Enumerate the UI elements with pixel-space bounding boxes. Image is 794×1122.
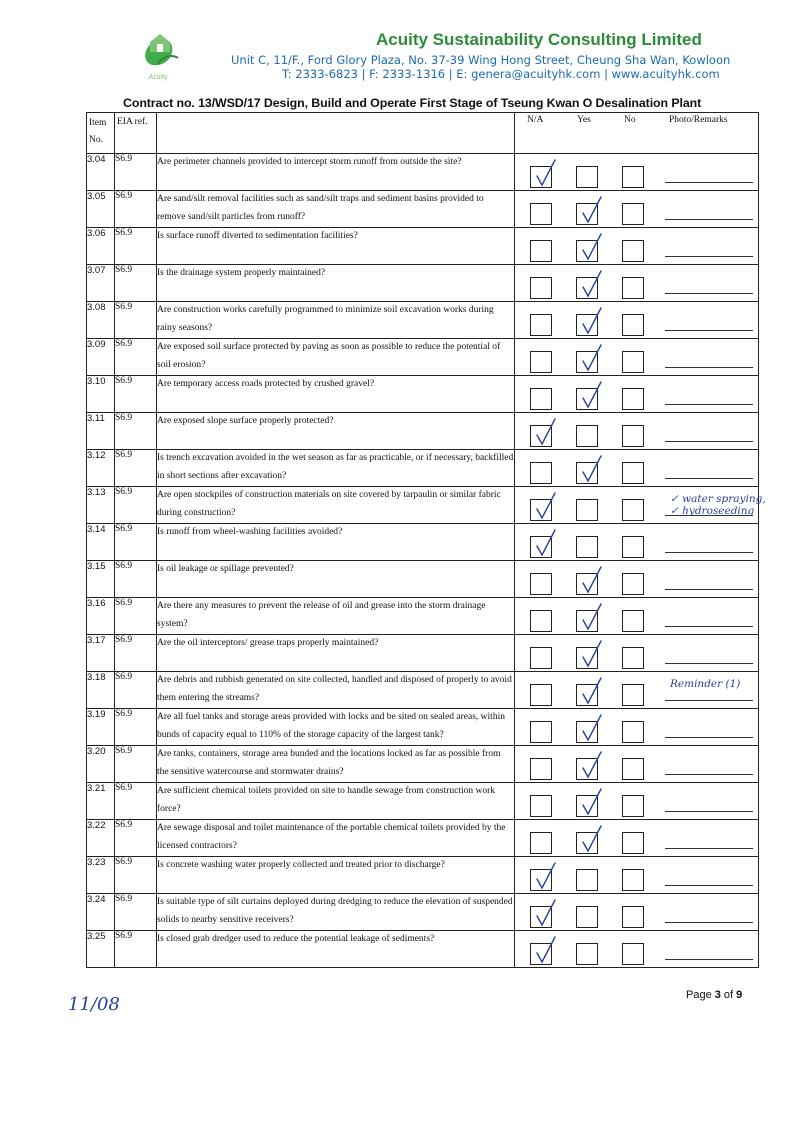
- na-checkbox[interactable]: [530, 795, 552, 817]
- item-number: 3.19: [87, 709, 115, 746]
- question-text: Are construction works carefully programmed to minimize soil excavation works during rainy seasons?: [157, 302, 515, 339]
- table-header-row: [87, 113, 759, 154]
- checkmark-icon: [577, 750, 605, 782]
- question-text: Are sand/silt removal facilities such as sand/silt traps and sediment basins provided to remove sand/silt particles from runoff?: [157, 191, 515, 228]
- question-text: Are tanks, containers, storage area bunded and the locations locked as far as possible from the sensitive watercourse and stormwater drains?: [157, 746, 515, 783]
- answer-options: [515, 783, 759, 820]
- no-checkbox[interactable]: [622, 906, 644, 928]
- question-text: Are sufficient chemical toilets provided on site to handle sewage from construction work force?: [157, 783, 515, 820]
- eia-ref: S6.9: [115, 265, 157, 302]
- checkmark-icon: [577, 713, 605, 745]
- remarks-line[interactable]: [665, 293, 753, 294]
- item-number: 3.06: [87, 228, 115, 265]
- no-checkbox[interactable]: [622, 758, 644, 780]
- na-checkbox[interactable]: [530, 647, 552, 669]
- table-row: [87, 154, 759, 191]
- item-number: 3.16: [87, 598, 115, 635]
- checkmark-icon: [577, 380, 605, 412]
- remarks-line[interactable]: [665, 552, 753, 553]
- remarks-line[interactable]: [665, 700, 753, 701]
- checkmark-icon: [577, 565, 605, 597]
- item-number: 3.09: [87, 339, 115, 376]
- checkmark-icon: [577, 343, 605, 375]
- eia-ref: S6.9: [115, 672, 157, 709]
- no-checkbox[interactable]: [622, 721, 644, 743]
- yes-checkbox[interactable]: [576, 425, 598, 447]
- question-text: Is concrete washing water properly collected and treated prior to discharge?: [157, 857, 515, 894]
- checkmark-icon: [531, 861, 559, 893]
- answer-options: [515, 894, 759, 931]
- item-number: 3.05: [87, 191, 115, 228]
- question-header: [157, 113, 515, 154]
- item-number: 3.22: [87, 820, 115, 857]
- table-row: [87, 598, 759, 635]
- eia-ref-header: EIA ref.: [115, 113, 157, 154]
- eia-ref: S6.9: [115, 191, 157, 228]
- na-checkbox[interactable]: [530, 758, 552, 780]
- answer-options: [515, 487, 766, 524]
- eia-ref: S6.9: [115, 524, 157, 561]
- eia-ref: S6.9: [115, 376, 157, 413]
- question-text: Is the drainage system properly maintained?: [157, 265, 515, 302]
- item-number: 3.07: [87, 265, 115, 302]
- answer-options: [515, 820, 759, 857]
- table-row: [87, 339, 759, 376]
- remarks-line[interactable]: [665, 330, 753, 331]
- no-checkbox[interactable]: [622, 684, 644, 706]
- no-checkbox[interactable]: [622, 314, 644, 336]
- checkmark-icon: [577, 269, 605, 301]
- eia-ref: S6.9: [115, 487, 157, 524]
- checkmark-icon: [577, 639, 605, 671]
- question-text: Is oil leakage or spillage prevented?: [157, 561, 515, 598]
- eia-ref: S6.9: [115, 450, 157, 487]
- remarks-line[interactable]: [665, 848, 753, 849]
- eia-ref: S6.9: [115, 413, 157, 450]
- question-text: Are perimeter channels provided to intercept storm runoff from outside the site?: [157, 154, 515, 191]
- eia-ref: S6.9: [115, 154, 157, 191]
- checkmark-icon: [531, 898, 559, 930]
- page-number: Page 3 of 9: [686, 989, 743, 1001]
- eia-ref: S6.9: [115, 635, 157, 672]
- remarks-line[interactable]: [665, 811, 753, 812]
- no-checkbox[interactable]: [622, 943, 644, 965]
- yes-header: Yes: [577, 115, 591, 125]
- question-text: Are there any measures to prevent the release of oil and grease into the storm drainage system?: [157, 598, 515, 635]
- remarks-line[interactable]: [665, 441, 753, 442]
- checkmark-icon: [531, 935, 559, 967]
- eia-ref: S6.9: [115, 894, 157, 931]
- no-checkbox[interactable]: [622, 869, 644, 891]
- na-checkbox[interactable]: [530, 314, 552, 336]
- options-header: [515, 113, 759, 154]
- yes-checkbox[interactable]: [576, 943, 598, 965]
- eia-ref: S6.9: [115, 820, 157, 857]
- remarks-header: Photo/Remarks: [669, 115, 728, 125]
- remarks-line[interactable]: [665, 626, 753, 627]
- eia-ref: S6.9: [115, 931, 157, 968]
- item-number: 3.25: [87, 931, 115, 968]
- table-row: [87, 413, 759, 450]
- checkmark-icon: [577, 787, 605, 819]
- checkmark-icon: [577, 195, 605, 227]
- table-row: [87, 672, 759, 709]
- item-number: 3.12: [87, 450, 115, 487]
- question-text: Are debris and rubbish generated on site collected, handled and disposed of properly to avoid them entering the streams?: [157, 672, 515, 709]
- no-checkbox[interactable]: [622, 832, 644, 854]
- question-text: Is suitable type of silt curtains deployed during dredging to reduce the elevation of suspended solids to nearby sensitive receivers?: [157, 894, 515, 931]
- svg-text:Acuity: Acuity: [148, 74, 168, 81]
- item-number: 3.14: [87, 524, 115, 561]
- na-checkbox[interactable]: [530, 240, 552, 262]
- remarks-line[interactable]: [665, 737, 753, 738]
- table-row: [87, 820, 759, 857]
- checkmark-icon: [577, 306, 605, 338]
- no-checkbox[interactable]: [622, 240, 644, 262]
- checkmark-icon: [577, 602, 605, 634]
- yes-checkbox[interactable]: [576, 906, 598, 928]
- item-number: 3.04: [87, 154, 115, 191]
- checkmark-icon: [577, 454, 605, 486]
- checkmark-icon: [577, 232, 605, 264]
- table-row: [87, 487, 759, 524]
- na-checkbox[interactable]: [530, 203, 552, 225]
- company-address: Unit C, 11/F., Ford Glory Plaza, No. 37-39 Wing Hong Street, Cheung Sha Wan, Kowloon: [231, 53, 731, 67]
- table-row: [87, 265, 759, 302]
- item-number: 3.15: [87, 561, 115, 598]
- question-text: Is surface runoff diverted to sedimentation facilities?: [157, 228, 515, 265]
- na-checkbox[interactable]: [530, 832, 552, 854]
- no-checkbox[interactable]: [622, 499, 644, 521]
- remarks-line[interactable]: [665, 589, 753, 590]
- remarks-line[interactable]: [665, 774, 753, 775]
- company-name: Acuity Sustainability Consulting Limited: [376, 30, 702, 49]
- na-checkbox[interactable]: [530, 721, 552, 743]
- answer-options: [515, 931, 759, 968]
- no-checkbox[interactable]: [622, 425, 644, 447]
- answer-options: [515, 524, 759, 561]
- remarks-line[interactable]: [665, 959, 753, 960]
- item-number: 3.08: [87, 302, 115, 339]
- question-text: Are temporary access roads protected by crushed gravel?: [157, 376, 515, 413]
- table-row: [87, 709, 759, 746]
- handwritten-remark: Reminder (1): [670, 678, 741, 690]
- table-row: [87, 450, 759, 487]
- no-checkbox[interactable]: [622, 573, 644, 595]
- question-text: Are exposed soil surface protected by paving as soon as possible to reduce the potential of soil erosion?: [157, 339, 515, 376]
- na-checkbox[interactable]: [530, 388, 552, 410]
- no-checkbox[interactable]: [622, 203, 644, 225]
- item-number: 3.24: [87, 894, 115, 931]
- yes-checkbox[interactable]: [576, 499, 598, 521]
- answer-options: [515, 746, 759, 783]
- yes-checkbox[interactable]: [576, 869, 598, 891]
- eia-ref: S6.9: [115, 746, 157, 783]
- question-text: Are the oil interceptors/ grease traps properly maintained?: [157, 635, 515, 672]
- eia-ref: S6.9: [115, 302, 157, 339]
- no-checkbox[interactable]: [622, 647, 644, 669]
- remarks-line[interactable]: [665, 663, 753, 664]
- answer-options: [515, 228, 759, 265]
- answer-options: [515, 376, 759, 413]
- na-checkbox[interactable]: [530, 573, 552, 595]
- remarks-line[interactable]: [665, 404, 753, 405]
- item-number: 3.20: [87, 746, 115, 783]
- table-row: [87, 894, 759, 931]
- answer-options: [515, 672, 759, 709]
- item-number: 3.17: [87, 635, 115, 672]
- company-contact: T: 2333-6823 | F: 2333-1316 | E: genera@acuityhk.com | www.acuityhk.com: [282, 67, 720, 81]
- answer-options: [515, 450, 759, 487]
- item-number: 3.13: [87, 487, 115, 524]
- table-row: [87, 857, 759, 894]
- na-checkbox[interactable]: [530, 277, 552, 299]
- answer-options: [515, 635, 759, 672]
- no-checkbox[interactable]: [622, 462, 644, 484]
- checklist-table: [86, 112, 766, 968]
- no-checkbox[interactable]: [622, 795, 644, 817]
- checkmark-icon: [531, 528, 559, 560]
- item-number: 3.18: [87, 672, 115, 709]
- yes-checkbox[interactable]: [576, 166, 598, 188]
- answer-options: [515, 413, 759, 450]
- item-number: 3.21: [87, 783, 115, 820]
- eia-ref: S6.9: [115, 857, 157, 894]
- item-number: 3.23: [87, 857, 115, 894]
- remarks-line[interactable]: [665, 922, 753, 923]
- remarks-line[interactable]: [665, 885, 753, 886]
- question-text: Are open stockpiles of construction materials on site covered by tarpaulin or similar fabric during construction?: [157, 487, 515, 524]
- no-checkbox[interactable]: [622, 351, 644, 373]
- table-row: [87, 931, 759, 968]
- answer-options: [515, 709, 759, 746]
- remarks-line[interactable]: [665, 256, 753, 257]
- question-text: Are exposed slope surface properly protected?: [157, 413, 515, 450]
- answer-options: [515, 154, 759, 191]
- table-row: [87, 376, 759, 413]
- na-header: N/A: [527, 115, 544, 125]
- handwritten-note: 11/08: [68, 994, 120, 1015]
- eia-ref: S6.9: [115, 709, 157, 746]
- answer-options: [515, 191, 759, 228]
- na-checkbox[interactable]: [530, 610, 552, 632]
- item-no-header: Item No.: [87, 113, 115, 154]
- answer-options: [515, 857, 759, 894]
- na-checkbox[interactable]: [530, 684, 552, 706]
- handwritten-remark: ✓ water spraying, ✓ hydroseeding: [670, 493, 766, 517]
- item-number: 3.11: [87, 413, 115, 450]
- remarks-line[interactable]: [665, 367, 753, 368]
- na-checkbox[interactable]: [530, 351, 552, 373]
- remarks-line[interactable]: [665, 478, 753, 479]
- na-checkbox[interactable]: [530, 462, 552, 484]
- table-row: [87, 524, 759, 561]
- table-row: [87, 561, 759, 598]
- table-row: [87, 191, 759, 228]
- no-checkbox[interactable]: [622, 166, 644, 188]
- question-text: Are sewage disposal and toilet maintenance of the portable chemical toilets provided by the licensed contractors?: [157, 820, 515, 857]
- contract-title: Contract no. 13/WSD/17 Design, Build and Operate First Stage of Tseung Kwan O Desalination Plant: [123, 96, 702, 110]
- item-number: 3.10: [87, 376, 115, 413]
- answer-options: [515, 265, 759, 302]
- remarks-line[interactable]: [665, 219, 753, 220]
- eia-ref: S6.9: [115, 783, 157, 820]
- answer-options: [515, 302, 759, 339]
- table-row: [87, 635, 759, 672]
- checkmark-icon: [531, 491, 559, 523]
- no-checkbox[interactable]: [622, 277, 644, 299]
- no-checkbox[interactable]: [622, 610, 644, 632]
- no-checkbox[interactable]: [622, 536, 644, 558]
- remarks-line[interactable]: [665, 182, 753, 183]
- checkmark-icon: [531, 158, 559, 190]
- no-checkbox[interactable]: [622, 388, 644, 410]
- answer-options: [515, 339, 759, 376]
- table-row: [87, 302, 759, 339]
- table-row: [87, 228, 759, 265]
- acuity-logo-icon: [128, 30, 188, 86]
- checkmark-icon: [531, 417, 559, 449]
- eia-ref: S6.9: [115, 339, 157, 376]
- checkmark-icon: [577, 824, 605, 856]
- eia-ref: S6.9: [115, 561, 157, 598]
- checkmark-icon: [577, 676, 605, 708]
- answer-options: [515, 598, 759, 635]
- question-text: Is trench excavation avoided in the wet season as far as practicable, or if necessary, backfilled in short sections after excavation?: [157, 450, 515, 487]
- question-text: Is closed grab dredger used to reduce the potential leakage of sediments?: [157, 931, 515, 968]
- question-text: Is runoff from wheel-washing facilities avoided?: [157, 524, 515, 561]
- question-text: Are all fuel tanks and storage areas provided with locks and be sited on sealed areas, within bunds of capacity equal to 110% of the storage capacity of the largest tank?: [157, 709, 515, 746]
- no-header: No: [624, 115, 636, 125]
- table-row: [87, 783, 759, 820]
- eia-ref: S6.9: [115, 228, 157, 265]
- table-row: [87, 746, 759, 783]
- yes-checkbox[interactable]: [576, 536, 598, 558]
- answer-options: [515, 561, 759, 598]
- eia-ref: S6.9: [115, 598, 157, 635]
